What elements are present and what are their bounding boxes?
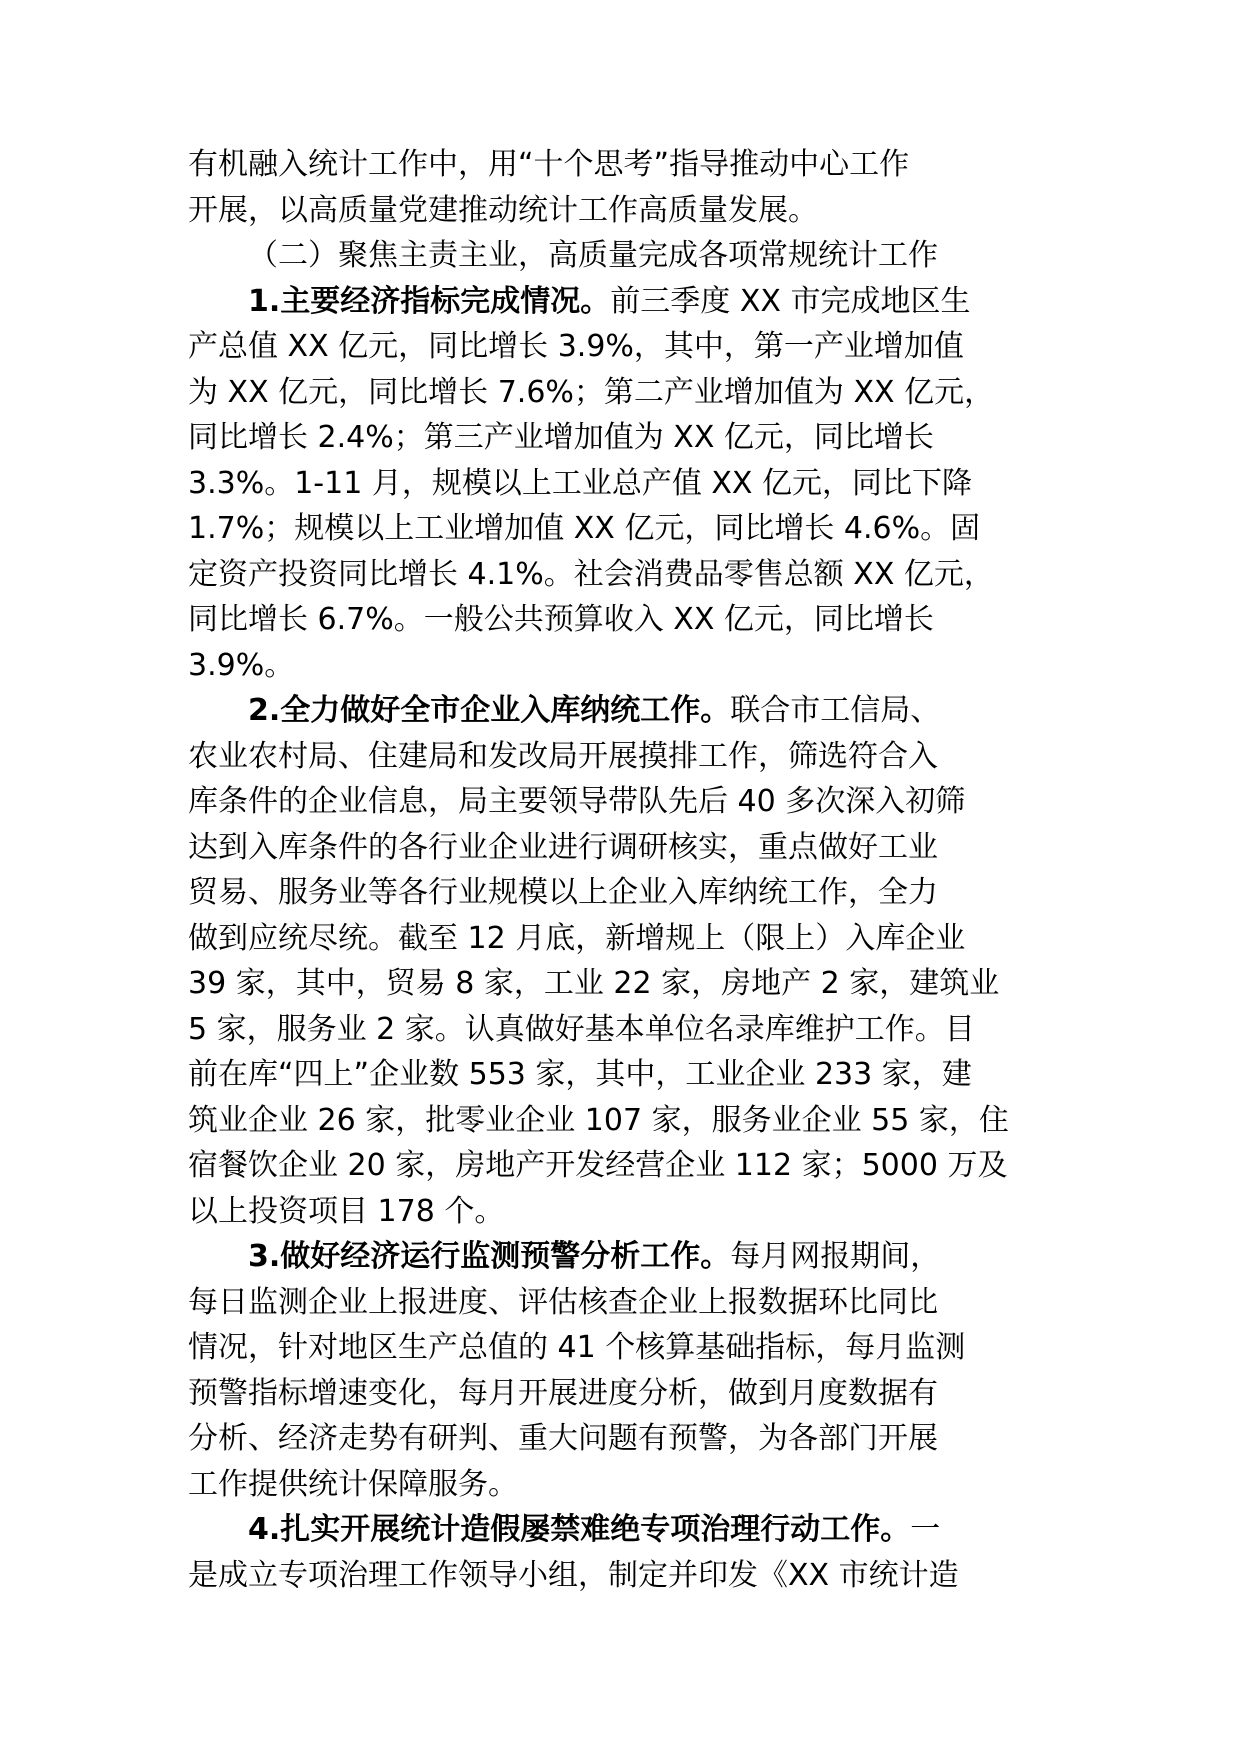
text-span: 联合市工信局、 xyxy=(730,693,941,728)
text-line: 定资产投资同比增长 4.1%。社会消费品零售总额 XX 亿元， xyxy=(188,556,994,592)
paragraph-1 xyxy=(188,279,1080,689)
text-line: 每日监测企业上报进度、评估核查企业上报数据环比同比 xyxy=(188,1284,938,1320)
text-line: 同比增长 2.4%；第三产业增加值为 XX 亿元，同比增长 xyxy=(188,420,934,455)
paragraph-first-line xyxy=(188,1507,1080,1553)
paragraph-3 xyxy=(188,1234,1080,1507)
text-line: 贸易、服务业等各行业规模以上企业入库纳统工作，全力 xyxy=(188,875,938,910)
text-line: 产总值 XX 亿元，同比增长 3.9%，其中，第一产业增加值 xyxy=(188,329,964,364)
text-span: 每月网报期间， xyxy=(730,1239,941,1274)
paragraph-heading: 3.做好经济运行监测预警分析工作。 xyxy=(248,1239,731,1274)
paragraph-2 xyxy=(188,688,1080,1234)
intro-paragraph xyxy=(188,142,1080,233)
text-line: 3.9%。 xyxy=(188,647,295,683)
text-line: 以上投资项目 178 个。 xyxy=(188,1193,505,1229)
text-line: 前在库“四上”企业数 553 家，其中，工业企业 233 家，建 xyxy=(188,1057,972,1092)
text-line: 工作提供统计保障服务。 xyxy=(188,1466,518,1502)
text-line: 3.3%。1-11 月，规模以上工业总产值 XX 亿元，同比下降 xyxy=(188,465,973,501)
text-line: 宿餐饮企业 20 家，房地产开发经营企业 112 家；5000 万及 xyxy=(188,1148,1008,1183)
text-line: 预警指标增速变化，每月开展进度分析，做到月度数据有 xyxy=(188,1375,938,1411)
text-line: 筑业企业 26 家，批零业企业 107 家，服务业企业 55 家，住 xyxy=(188,1102,1009,1138)
text-line: 达到入库条件的各行业企业进行调研核实，重点做好工业 xyxy=(188,829,938,865)
document-page xyxy=(188,142,1080,1598)
text-span: 一 xyxy=(910,1512,941,1547)
text-line: 有机融入统计工作中，用“十个思考”指导推动中心工作 xyxy=(188,147,910,182)
paragraph-first-line xyxy=(188,1234,1080,1280)
text-line: 39 家，其中，贸易 8 家，工业 22 家，房地产 2 家，建筑业 xyxy=(188,966,1000,1001)
text-span: 前三季度 XX 市完成地区生 xyxy=(610,283,971,319)
text-line: 情况，针对地区生产总值的 41 个核算基础指标，每月监测 xyxy=(188,1330,966,1365)
text-line: 分析、经济走势有研判、重大问题有预警，为各部门开展 xyxy=(188,1421,938,1456)
text-line: 农业农村局、住建局和发改局开展摸排工作，筛选符合入 xyxy=(188,738,938,774)
paragraph-heading: 1.主要经济指标完成情况。 xyxy=(248,283,611,319)
section-title: （二）聚焦主责主业，高质量完成各项常规统计工作 xyxy=(248,238,938,273)
text-line: 1.7%；规模以上工业增加值 XX 亿元，同比增长 4.6%。固 xyxy=(188,511,981,546)
text-line: 5 家，服务业 2 家。认真做好基本单位名录库维护工作。目 xyxy=(188,1011,975,1047)
paragraph-4 xyxy=(188,1507,1080,1598)
paragraph-heading: 4.扎实开展统计造假屡禁难绝专项治理行动工作。 xyxy=(248,1512,911,1547)
text-line: 是成立专项治理工作领导小组，制定并印发《XX 市统计造 xyxy=(188,1557,959,1593)
text-line: 库条件的企业信息，局主要领导带队先后 40 多次深入初筛 xyxy=(188,784,966,819)
text-line: 为 XX 亿元，同比增长 7.6%；第二产业增加值为 XX 亿元， xyxy=(188,374,995,410)
text-line: 做到应统尽统。截至 12 月底，新增规上（限上）入库企业 xyxy=(188,920,966,956)
text-line: 开展，以高质量党建推动统计工作高质量发展。 xyxy=(188,192,818,228)
paragraph-first-line xyxy=(188,279,1080,325)
text-line: 同比增长 6.7%。一般公共预算收入 XX 亿元，同比增长 xyxy=(188,602,934,637)
paragraph-first-line xyxy=(188,688,1080,734)
paragraph-heading: 2.全力做好全市企业入库纳统工作。 xyxy=(248,693,731,728)
